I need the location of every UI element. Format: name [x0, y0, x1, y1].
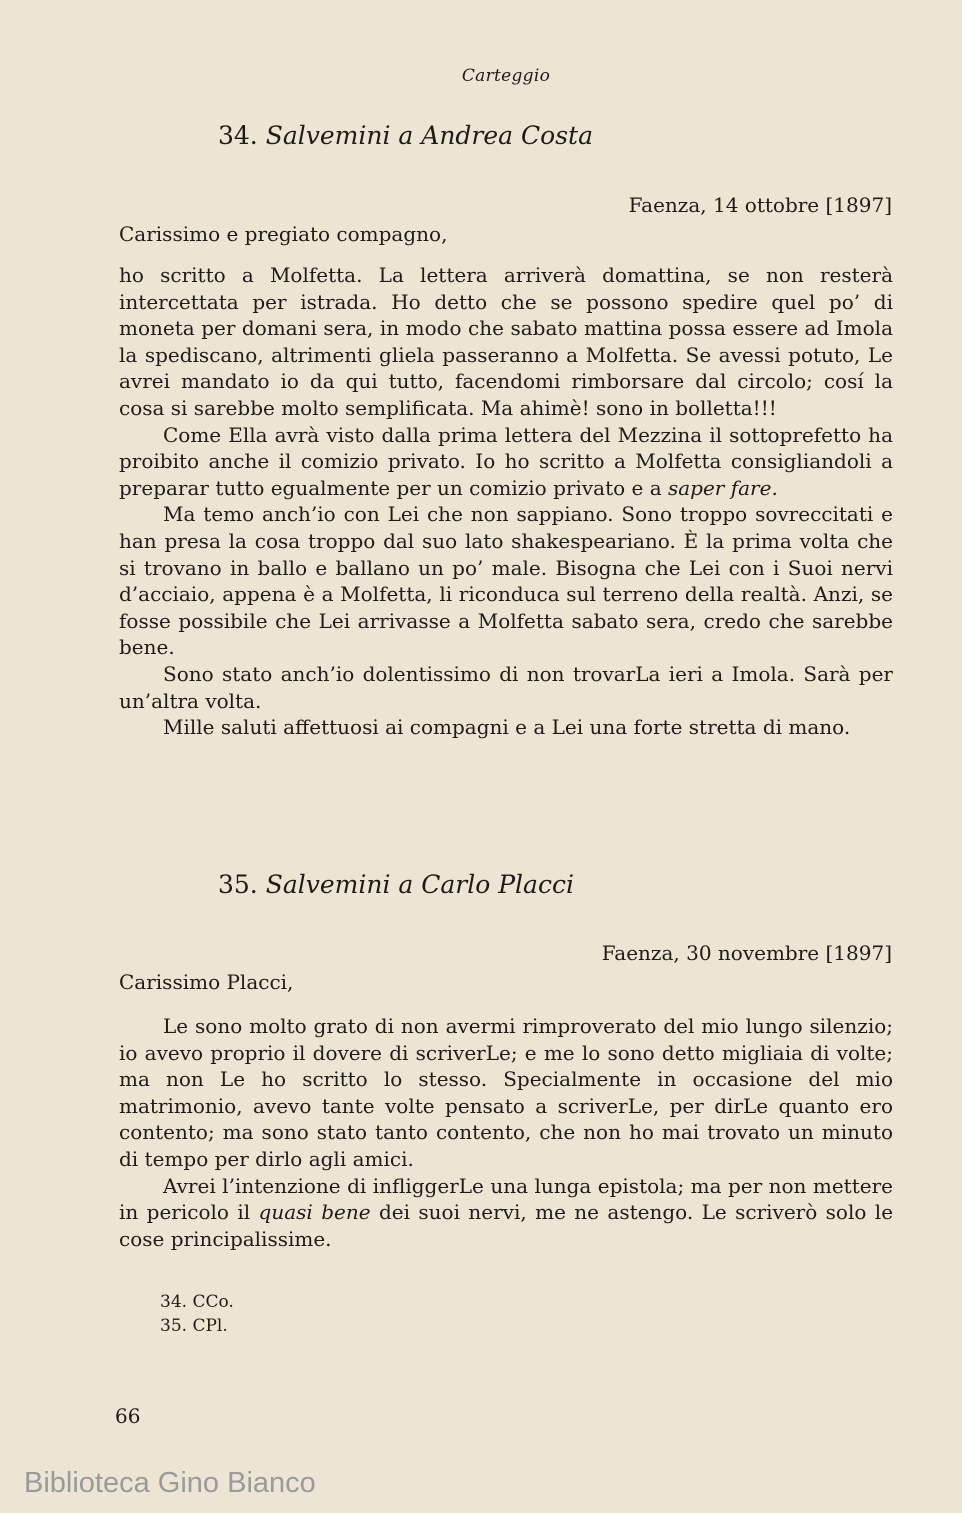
source-notes — [160, 1290, 234, 1338]
letter-35-body — [119, 1013, 893, 1252]
library-watermark: Biblioteca Gino Bianco — [24, 1467, 316, 1499]
letter-35-title — [218, 870, 574, 899]
letter-34-title — [218, 121, 593, 150]
letter-34-salutation: Carissimo e pregiato compagno, — [119, 222, 448, 246]
italic-phrase: saper fare. — [667, 475, 778, 500]
paragraph: Le sono molto grato di non avermi rimproverato del mio lungo silenzio; io avevo proprio il dovere di scriverLe; e me lo sono detto migliaia di volte; ma non Le ho scritto lo stesso. Specialmente in occasione del mio matrimonio, avevo tante volte pensato a scriverLe, per dirLe quanto ero contento; ma sono stato tanto contento, che non ho mai trovato un minuto di tempo per dirlo agli amici. — [119, 1014, 893, 1171]
paragraph: Avrei l’intenzione di infliggerLe una lunga epistola; ma per non mettere in pericolo il quasi bene dei suoi nervi, me ne astengo. Le scriverò solo le cose principalissime. — [119, 1173, 894, 1251]
paragraph: ho scritto a Molfetta. La lettera arriverà domattina, se non resterà intercettata per istrada. Ho detto che se possono spedire quel po’ di moneta per domani sera, in modo che sabato mattina possa essere ad Imola la spediscano, altrimenti gliela passeranno a Molfetta. Se avessi potuto, Le avrei mandato io da qui tutto, facendomi rimborsare dal circolo; cosí la cosa si sarebbe molto semplificata. Ma ahimè! sono in bolletta!!! — [119, 263, 893, 420]
letter-34-body — [119, 262, 893, 741]
note-item: 34. CCo. — [160, 1292, 234, 1312]
page-number: 66 — [115, 1404, 141, 1428]
note-item: 35. CPl. — [160, 1316, 228, 1336]
running-head: Carteggio — [461, 66, 551, 86]
letter-35-salutation: Carissimo Placci, — [119, 970, 294, 994]
letter-number: 35. — [218, 870, 258, 899]
letter-heading: Salvemini a Carlo Placci — [265, 870, 574, 899]
paragraph: Come Ella avrà visto dalla prima lettera del Mezzina il sottoprefetto ha proibito anche il comizio privato. Io ho scritto a Molfetta consigliandoli a preparar tutto egualmente per un comizio privato e a saper fare. — [119, 422, 893, 500]
italic-phrase: quasi bene — [258, 1200, 371, 1225]
letter-heading: Salvemini a Andrea Costa — [265, 121, 593, 150]
paragraph: Sono stato anch’io dolentissimo di non trovarLa ieri a Imola. Sarà per un’altra volta. — [119, 661, 893, 713]
paragraph: Ma temo anch’io con Lei che non sappiano. Sono troppo sovreccitati e han presa la cosa troppo dal suo lato shakespeariano. È la prima volta che si trovano in ballo e ballano un po’ male. Bisogna che Lei con i Suoi nervi d’acciaio, appena è a Molfetta, li riconduca sul terreno della realtà. Anzi, se fosse possibile che Lei arrivasse a Molfetta sabato sera, credo che sarebbe bene. — [119, 502, 893, 660]
letter-35-dateline: Faenza, 30 novembre [1897] — [601, 941, 892, 965]
letter-34-dateline: Faenza, 14 ottobre [1897] — [628, 193, 892, 217]
paragraph: Mille saluti affettuosi ai compagni e a Lei una forte stretta di mano. — [163, 715, 851, 740]
letter-number: 34. — [218, 121, 258, 150]
